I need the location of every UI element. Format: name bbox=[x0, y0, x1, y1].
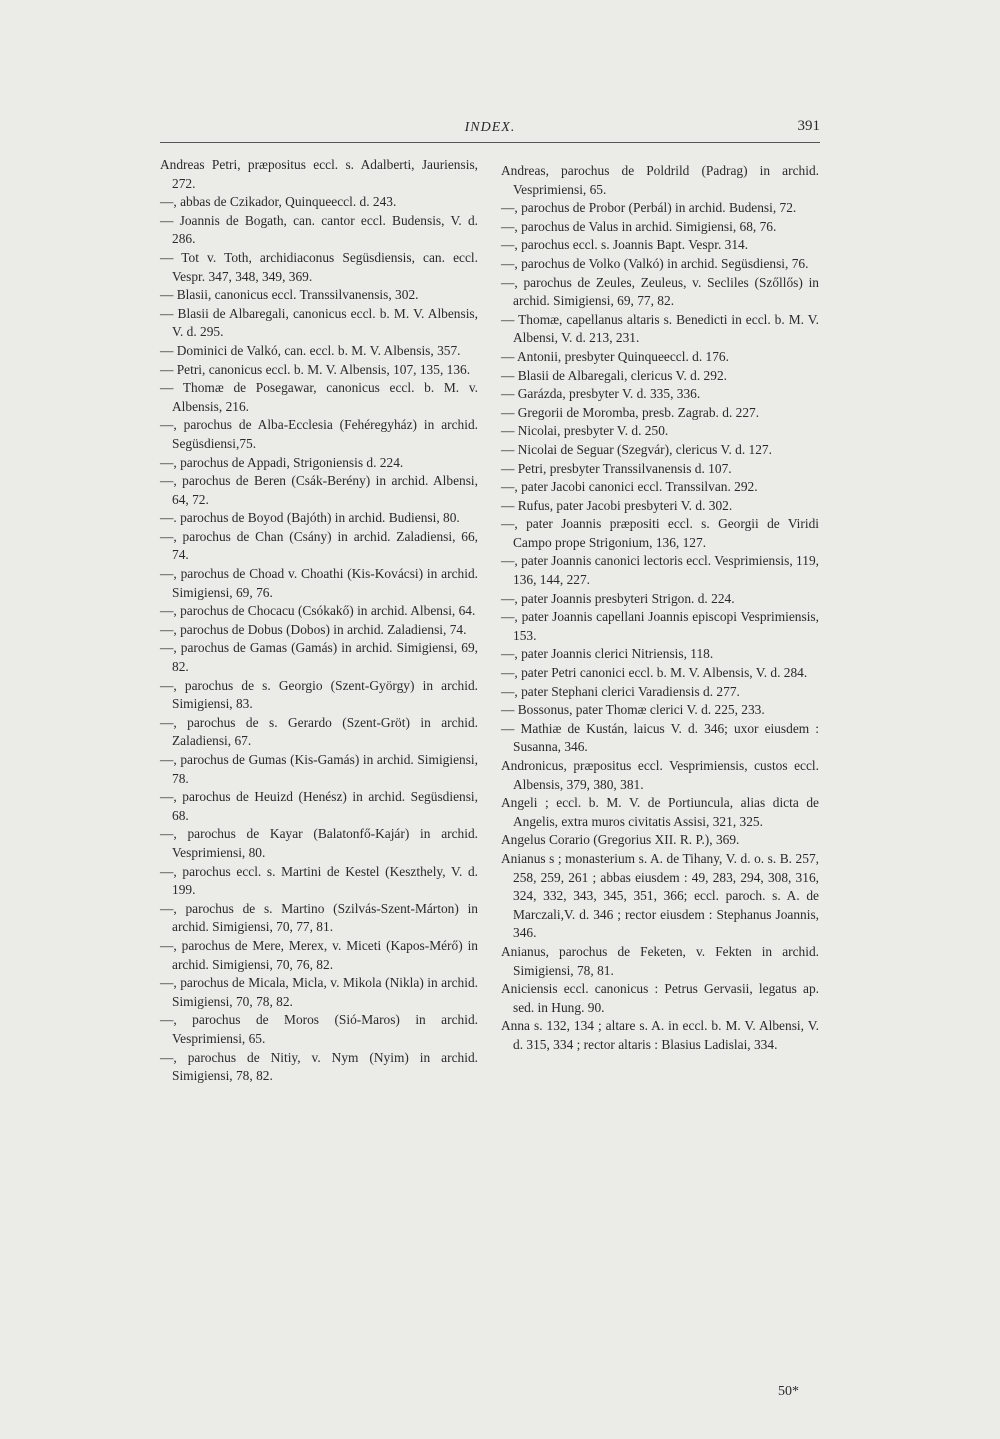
index-entry: —, parochus de Beren (Csák-Berény) in archid. Albensi, 64, 72. bbox=[160, 473, 478, 507]
index-entry: — Tot v. Toth, archidiaconus Següsdiensis, can. eccl. Vespr. 347, 348, 349, 369. bbox=[160, 249, 478, 284]
index-entry: — Blasii de Albaregali, clericus V. d. 292. bbox=[501, 367, 727, 383]
index-entry: —, parochus de s. Gerardo (Szent-Gröt) in archid. Zaladiensi, 67. bbox=[160, 714, 478, 749]
index-entry: —, parochus de Alba-Ecclesia (Fehéregyház) in archid. Següsdiensi,75. bbox=[160, 417, 478, 451]
index-entry: —, parochus eccl. s. Martini de Kestel (Keszthely, V. d. 199. bbox=[160, 863, 478, 898]
index-entry: —, pater Joannis clerici Nitriensis, 118. bbox=[501, 646, 714, 662]
index-entry: Angelus Corario (Gregorius XII. R. P.), 369. bbox=[501, 832, 740, 848]
index-entry: Anna s. 132, 134 ; altare s. A. in eccl. b. M. V. Albensi, V. d. 315, 334 ; rector altaris : Blasius Ladislai, 334. bbox=[501, 1018, 819, 1052]
index-entry: —, parochus de Chan (Csány) in archid. Zaladiensi, 66, 74. bbox=[160, 528, 478, 563]
index-entry: —, parochus de Choad v. Choathi (Kis-Kovácsi) in archid. Simigiensi, 69, 76. bbox=[160, 566, 478, 600]
index-entry: — Gregorii de Moromba, presb. Zagrab. d. 227. bbox=[501, 404, 760, 420]
running-header bbox=[160, 118, 820, 143]
index-entry: —, abbas de Czikador, Quinqueeccl. d. 243. bbox=[160, 194, 397, 210]
index-entry: —, parochus de Zeules, Zeuleus, v. Secliles (Szőllős) in archid. Simigiensi, 69, 77, 82. bbox=[501, 274, 819, 309]
signature-mark: 50* bbox=[778, 1384, 799, 1399]
index-entry: — Mathiæ de Kustán, laicus V. d. 346; uxor eiusdem : Susanna, 346. bbox=[501, 720, 819, 755]
index-entry: — Nicolai, presbyter V. d. 250. bbox=[501, 423, 669, 439]
index-entry: — Dominici de Valkó, can. eccl. b. M. V. Albensis, 357. bbox=[160, 342, 461, 358]
index-entry: — Petri, canonicus eccl. b. M. V. Albensis, 107, 135, 136. bbox=[160, 361, 471, 377]
index-entry: —, pater Jacobi canonici eccl. Transsilvan. 292. bbox=[501, 479, 758, 495]
index-entry: —, pater Joannis capellani Joannis episcopi Vesprimiensis, 153. bbox=[501, 609, 819, 643]
index-entry: —, pater Joannis præpositi eccl. s. Georgii de Viridi Campo prope Strigonium, 136, 127. bbox=[501, 516, 819, 550]
index-entry: Andreas, parochus de Poldrild (Padrag) in archid. Vesprimiensi, 65. bbox=[501, 163, 819, 197]
index-entry: Angeli ; eccl. b. M. V. de Portiuncula, alias dicta de Angelis, extra muros civitatis Assisi, 321, 325. bbox=[501, 795, 819, 829]
index-entry: —, parochus de s. Georgio (Szent-György) in archid. Simigiensi, 83. bbox=[160, 677, 478, 712]
index-entry: Anianus s ; monasterium s. A. de Tihany, V. d. o. s. B. 257, 258, 259, 261 ; abbas eiusdem : 49, 283, 294, 308, 316, 324, 332, 343, 345, 351, 366; eccl. paroch. s. A. de Marczali,V. d. 346 ; rector eiusdem : Stephanus Joannis, 346. bbox=[501, 850, 819, 941]
index-entry: —, parochus de Kayar (Balatonfő-Kajár) in archid. Vesprimiensi, 80. bbox=[160, 826, 478, 860]
index-entry: —, parochus de Probor (Perbál) in archid. Budensi, 72. bbox=[501, 200, 797, 216]
index-column-left bbox=[160, 156, 478, 1086]
index-entry: Andreas Petri, præpositus eccl. s. Adalberti, Jauriensis, 272. bbox=[160, 157, 478, 191]
index-entry: —, parochus de Volko (Valkó) in archid. Següsdiensi, 76. bbox=[501, 255, 809, 271]
index-entry: — Rufus, pater Jacobi presbyteri V. d. 302. bbox=[501, 497, 733, 513]
page-number: 391 bbox=[797, 118, 820, 134]
index-entry: —, parochus de Chocacu (Csókakő) in archid. Albensi, 64. bbox=[160, 603, 476, 619]
index-entry: — Garázda, presbyter V. d. 335, 336. bbox=[501, 386, 701, 402]
index-entry: — Blasii de Albaregali, canonicus eccl. b. M. V. Albensis, V. d. 295. bbox=[160, 305, 478, 340]
index-entry: — Antonii, presbyter Quinqueeccl. d. 176. bbox=[501, 348, 729, 364]
index-entry: —, pater Joannis presbyteri Strigon. d. 224. bbox=[501, 590, 735, 606]
index-entry: —, parochus de Nitiy, v. Nym (Nyim) in archid. Simigiensi, 78, 82. bbox=[160, 1049, 478, 1084]
index-entry: Anianus, parochus de Feketen, v. Fekten in archid. Simigiensi, 78, 81. bbox=[501, 943, 819, 978]
index-entry: —, parochus de Micala, Micla, v. Mikola (Nikla) in archid. Simigiensi, 70, 78, 82. bbox=[160, 975, 478, 1009]
index-entry: — Joannis de Bogath, can. cantor eccl. Budensis, V. d. 286. bbox=[160, 212, 478, 247]
index-entry: —, parochus de Heuizd (Henész) in archid. Següsdiensi, 68. bbox=[160, 789, 478, 823]
index-entry: — Nicolai de Seguar (Szegvár), clericus V. d. 127. bbox=[501, 441, 772, 457]
index-entry: — Blasii, canonicus eccl. Transsilvanensis, 302. bbox=[160, 287, 419, 303]
index-column-right bbox=[501, 162, 819, 1055]
index-entry: —, pater Joannis canonici lectoris eccl. Vesprimiensis, 119, 136, 144, 227. bbox=[501, 553, 819, 588]
index-entry: —, parochus de Dobus (Dobos) in archid. Zaladiensi, 74. bbox=[160, 621, 467, 637]
index-entry: —, parochus de Moros (Sió-Maros) in archid. Vesprimiensi, 65. bbox=[160, 1012, 478, 1046]
index-entry: —, parochus de Mere, Merex, v. Miceti (Kapos-Mérő) in archid. Simigiensi, 70, 76, 82. bbox=[160, 937, 478, 972]
index-entry: — Thomæ de Posegawar, canonicus eccl. b. M. v. Albensis, 216. bbox=[160, 380, 478, 414]
index-entry: —. parochus de Boyod (Bajóth) in archid. Budiensi, 80. bbox=[160, 510, 460, 526]
index-entry: — Petri, presbyter Transsilvanensis d. 107. bbox=[501, 460, 732, 476]
index-entry: —, parochus de Gamas (Gamás) in archid. Simigiensi, 69, 82. bbox=[160, 640, 478, 675]
index-entry: —, parochus de Gumas (Kis-Gamás) in archid. Simigiensi, 78. bbox=[160, 752, 478, 786]
index-entry: Aniciensis eccl. canonicus : Petrus Gervasii, legatus ap. sed. in Hung. 90. bbox=[501, 981, 819, 1015]
index-entry: —, pater Stephani clerici Varadiensis d. 277. bbox=[501, 683, 740, 699]
index-entry: Andronicus, præpositus eccl. Vesprimiensis, custos eccl. Albensis, 379, 380, 381. bbox=[501, 758, 819, 792]
index-entry: —, parochus de Valus in archid. Simigiensi, 68, 76. bbox=[501, 218, 777, 234]
index-entry: —, pater Petri canonici eccl. b. M. V. Albensis, V. d. 284. bbox=[501, 665, 808, 681]
index-entry: — Bossonus, pater Thomæ clerici V. d. 225, 233. bbox=[501, 702, 765, 718]
index-entry: —, parochus de s. Martino (Szilvás-Szent-Márton) in archid. Simigiensi, 70, 77, 81. bbox=[160, 900, 478, 935]
index-entry: —, parochus de Appadi, Strigoniensis d. 224. bbox=[160, 454, 404, 470]
running-title: INDEX. bbox=[464, 120, 516, 135]
index-entry: —, parochus eccl. s. Joannis Bapt. Vespr. 314. bbox=[501, 237, 749, 253]
index-entry: — Thomæ, capellanus altaris s. Benedicti in eccl. b. M. V. Albensi, V. d. 213, 231. bbox=[501, 311, 819, 346]
